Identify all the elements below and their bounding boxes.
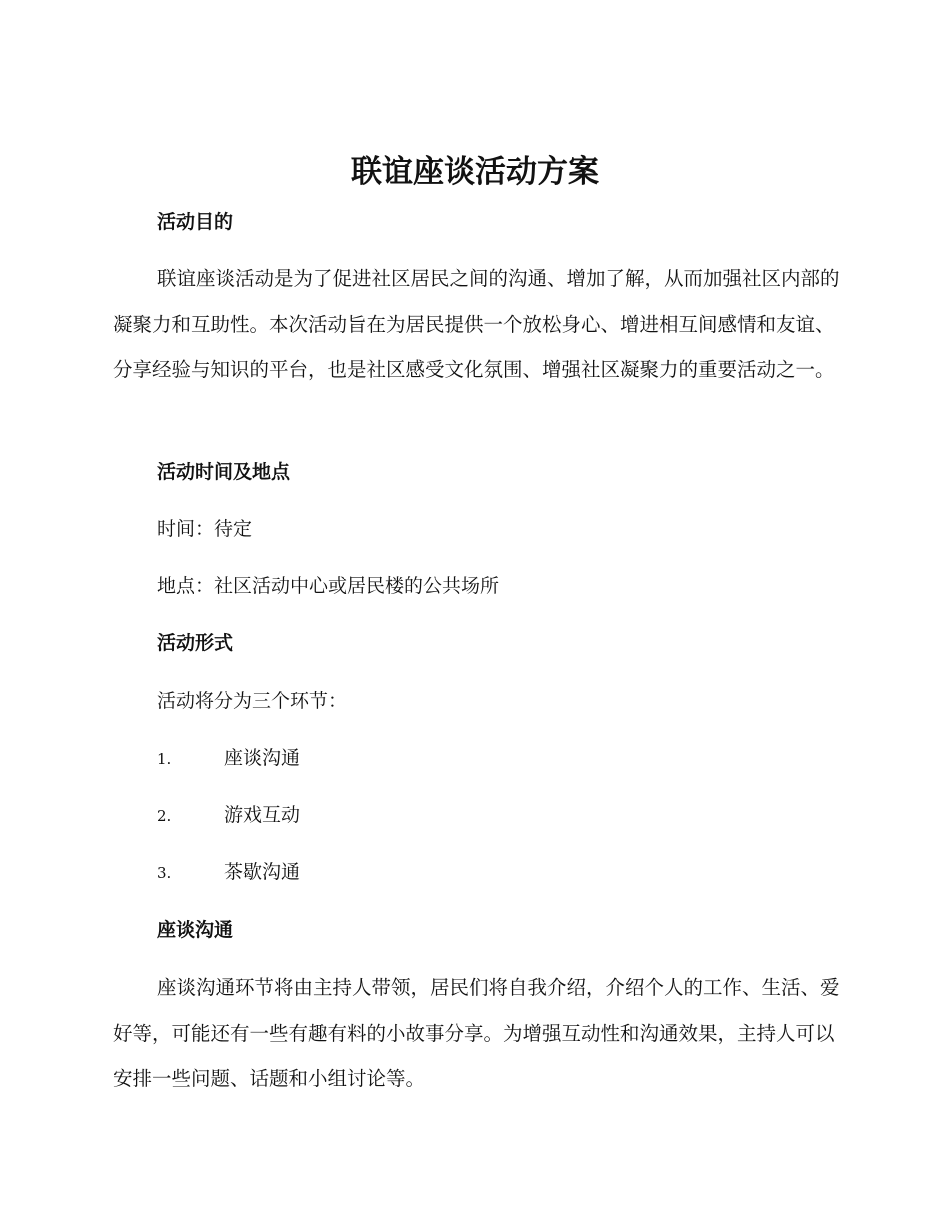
format-intro: 活动将分为三个环节：: [157, 690, 348, 712]
place-line: 地点：社区活动中心或居民楼的公共场所: [157, 575, 500, 597]
section-heading-purpose: 活动目的: [157, 211, 234, 233]
document-title: 联谊座谈活动方案: [351, 154, 599, 190]
list-item-number: 3.: [157, 864, 172, 882]
list-item-text: 游戏互动: [224, 804, 301, 826]
list-item: [157, 743, 557, 773]
list-item: [157, 800, 557, 830]
paragraph-purpose: 联谊座谈活动是为了促进社区居民之间的沟通、增加了解，从而加强社区内部的凝聚力和互助性。本次活动旨在为居民提供一个放松身心、增进相互间感情和友谊、分享经验与知识的平台，也是社区感受文化氛围、增强社区凝聚力的重要活动之一。: [113, 267, 840, 381]
list-item-text: 座谈沟通: [224, 747, 301, 769]
section-heading-talk: 座谈沟通: [157, 919, 234, 941]
section-heading-time-place: 活动时间及地点: [157, 461, 291, 483]
list-item: [157, 857, 557, 887]
list-item-number: 1.: [157, 750, 172, 768]
paragraph-talk: 座谈沟通环节将由主持人带领，居民们将自我介绍，介绍个人的工作、生活、爱好等，可能还有一些有趣有料的小故事分享。为增强互动性和沟通效果，主持人可以安排一些问题、话题和小组讨论等。: [113, 976, 840, 1090]
section-heading-format: 活动形式: [157, 632, 234, 654]
time-line: 时间：待定: [157, 518, 253, 540]
list-item-number: 2.: [157, 807, 172, 825]
list-item-text: 茶歇沟通: [224, 861, 301, 883]
